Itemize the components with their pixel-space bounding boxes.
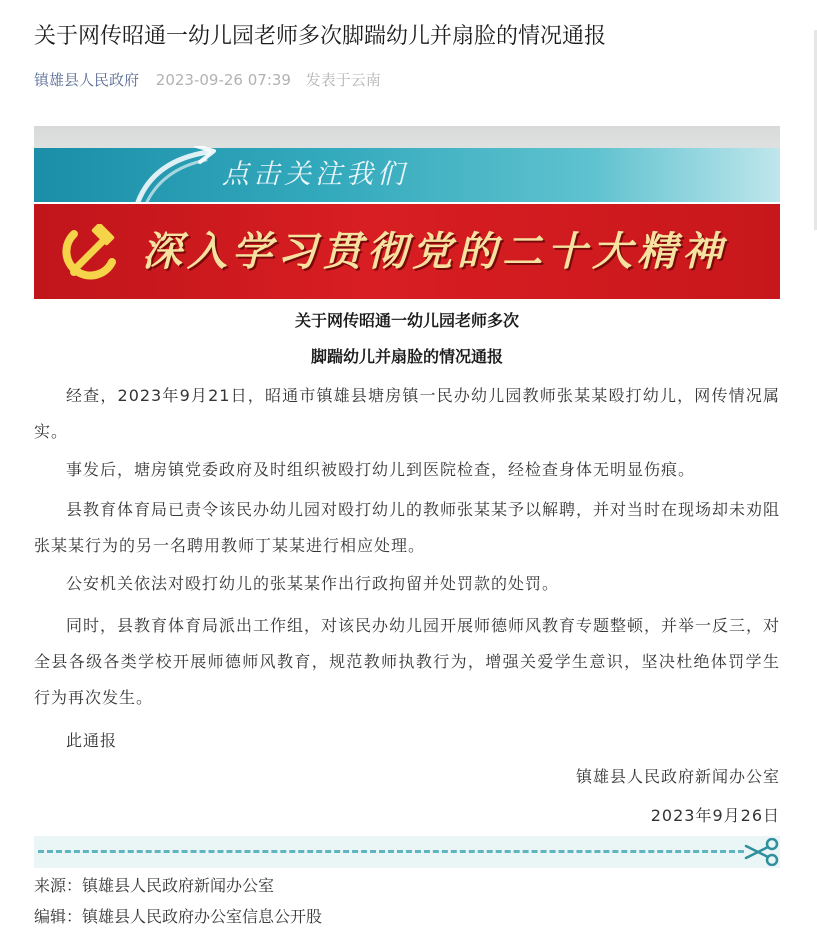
notice-heading-line1: 关于网传昭通一幼儿园老师多次 [294,311,519,330]
slogan-text: 深入学习贯彻党的二十大精神 [142,229,727,275]
follow-us-text: 点击关注我们 [222,159,408,190]
editor-line: 编辑：镇雄县人民政府办公室信息公开股 [34,907,323,926]
paragraph: 事发后，塘房镇党委政府及时组织被殴打幼儿到医院检查，经检查身体无明显伤痕。 [66,460,696,479]
publish-location: 发表于云南 [305,71,381,89]
follow-strip[interactable] [34,148,780,202]
dashed-line [38,850,744,853]
source-line: 来源：镇雄县人民政府新闻办公室 [34,876,275,895]
paragraph: 经查，2023年9月21日，昭通市镇雄县塘房镇一民办幼儿园教师张某某殴打幼儿，网传情况属实。 [34,386,780,441]
curved-arrow-icon [130,146,220,206]
hammer-sickle-icon [62,224,122,280]
paragraph: 公安机关依法对殴打幼儿的张某某作出行政拘留并处罚款的处罚。 [66,574,560,593]
paragraph: 此通报 [66,731,118,750]
article-title: 关于网传昭通一幼儿园老师多次脚踹幼儿并扇脸的情况通报 [34,24,607,49]
publish-time: 2023-09-26 07:39 [155,71,291,89]
signature-date: 2023年9月26日 [650,806,780,825]
notice-heading-line2: 脚踹幼儿并扇脸的情况通报 [310,347,503,366]
scissors-icon [744,838,780,866]
follow-banner[interactable] [34,126,780,299]
scissor-divider [34,836,780,868]
paragraph: 县教育体育局已责令该民办幼儿园对殴打幼儿的教师张某某予以解聘，并对当时在现场却未劝阻张某某行为的另一名聘用教师丁某某进行相应处理。 [34,500,781,555]
paragraph: 同时，县教育体育局派出工作组，对该民办幼儿园开展师德师风教育专题整顿，并举一反三，对全县各级各类学校开展师德师风教育，规范教师执教行为，增强关爱学生意识，坚决杜绝体罚学生行为再次发生。 [34,616,781,707]
article-meta [34,66,381,94]
slogan-strip [34,204,780,299]
author-link[interactable]: 镇雄县人民政府 [34,71,140,89]
signature: 镇雄县人民政府新闻办公室 [575,767,780,786]
